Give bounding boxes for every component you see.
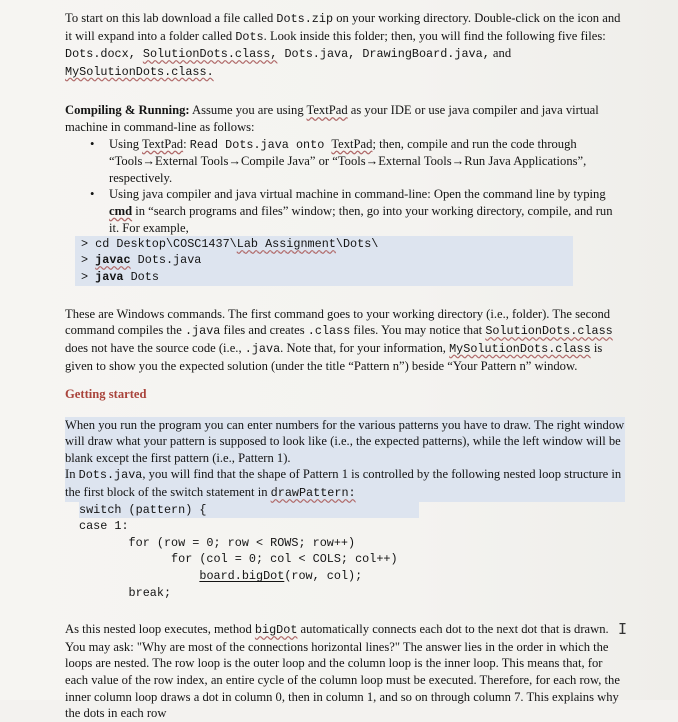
command-line: > java Dots: [81, 269, 159, 284]
list-item: • Using TextPad: Read Dots.java onto TextPad; then, compile and run the code through “Tools→External Tools→Compile Java” or “Tools→External Tools→Run Java Applications”, respectively.: [90, 136, 587, 185]
section-heading: Getting started: [65, 387, 147, 402]
command-line: > javac Dots.java: [81, 253, 202, 268]
nested-loop-paragraph: I As this nested loop executes, method bigDot automatically connects each dot to the next dot that is drawn. You may ask: "Why are most of the connections horizontal lines?" The answer lies in the order in which the loops are nested. The row loop is the outer loop and the column loop is the inner loop. This means that, for each value of the row index, an entire cycle of the column loop must be executed. Therefore, for each row, the inner column loop draws a dot in column 0, then in column 1, and so on through column 7. This explains why the dots in each row: [65, 620, 627, 721]
code-snippet: switch (pattern) { case 1: for (row = 0; row < ROWS; row++) for (col = 0; col < COLS; col++) board.bigDot(row, col); break;: [79, 502, 625, 602]
command-line: > cd Desktop\COSC1437\Lab Assignment\Dots\: [81, 237, 379, 252]
windows-paragraph: These are Windows commands. The first command goes to your working directory (i.e., folder). The second command compiles the .java files and creates .class files. You may notice that SolutionDots.class does not have the source code (i.e., .java. Note that, for your information, MySolutionDots.class is given to show you the expected solution (under the title “Pattern n”) beside “Your Pattern n” window.: [65, 306, 613, 373]
lab-instructions: [65, 10, 625, 722]
command-block: [75, 236, 573, 286]
list-item: • Using java compiler and java virtual machine in command-line: Open the command line by typing cmd in “search programs and files” window; then, go into your working directory, compile, and run it. For example,: [90, 187, 613, 235]
highlighted-paragraph: When you run the program you can enter numbers for the various patterns you have to draw. The right window will draw what your pattern is supposed to look like (i.e., the expected patterns), while the left window will be blank except the first pattern (i.e., Pattern 1). In Dots.java, you will find that the shape of Pattern 1 is controlled by the following nested loop structure in the first block of the switch statement in drawPattern:: [65, 417, 625, 501]
text-cursor-icon: I: [617, 620, 627, 639]
intro-paragraph: To start on this lab download a file called Dots.zip on your working directory. Double-click on the icon and it will expand into a folder called Dots. Look inside this folder; then, you will find the following five files: Dots.docx, SolutionDots.class, Dots.java, DrawingBoard.java, and MySolutionDots.class.: [65, 11, 621, 79]
steps-list: [65, 136, 625, 237]
bullet-icon: •: [90, 187, 95, 202]
compiling-paragraph: Compiling & Running: Assume you are using TextPad as your IDE or use java compiler and java virtual machine in command-line as follows:: [65, 103, 599, 134]
bullet-icon: •: [90, 136, 95, 151]
